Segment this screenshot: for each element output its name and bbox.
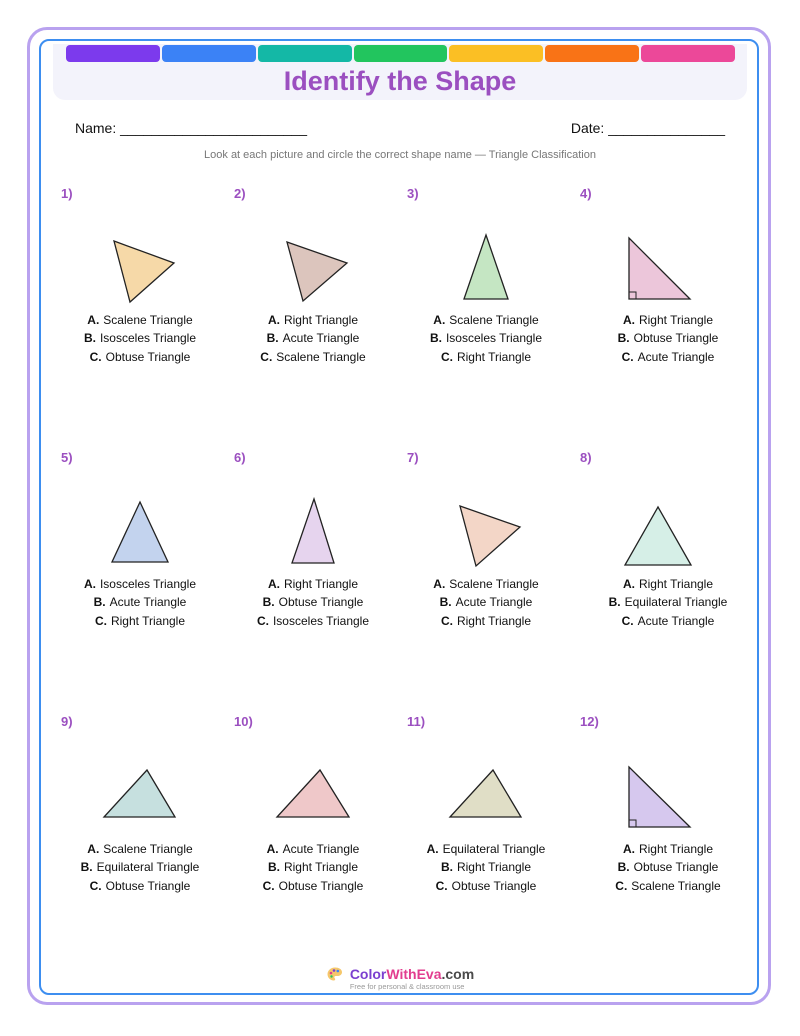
option-c: C. Obtuse Triangle bbox=[262, 878, 364, 893]
triangle-polygon bbox=[277, 770, 349, 817]
answer-options bbox=[400, 575, 572, 630]
option-a: A. Right Triangle bbox=[622, 842, 714, 856]
option-b: B. Acute Triangle bbox=[93, 595, 187, 610]
triangle-polygon bbox=[292, 499, 334, 563]
option-b: B. Equilateral Triangle bbox=[608, 595, 728, 610]
triangle-shape bbox=[446, 762, 526, 842]
option-c: C. Acute Triangle bbox=[621, 613, 715, 628]
question-number: 1) bbox=[61, 186, 73, 201]
triangle-polygon bbox=[104, 770, 175, 817]
color-bar-segment bbox=[449, 45, 543, 62]
option-b: B. Acute Triangle bbox=[266, 331, 360, 346]
triangle-shape bbox=[273, 762, 353, 842]
question-number: 6) bbox=[234, 450, 246, 465]
triangle-shape bbox=[620, 758, 700, 838]
footer-logo bbox=[326, 966, 474, 991]
question-number: 5) bbox=[61, 450, 73, 465]
question-number: 11) bbox=[407, 714, 426, 729]
color-bar-segment bbox=[162, 45, 256, 62]
answer-options bbox=[54, 311, 226, 366]
date-field-label: Date: _______________ bbox=[570, 120, 725, 136]
option-a: A. Right Triangle bbox=[622, 577, 714, 591]
option-a: A. Scalene Triangle bbox=[433, 577, 539, 591]
answer-options bbox=[227, 840, 399, 895]
option-c: C. Right Triangle bbox=[440, 349, 532, 364]
triangle-polygon bbox=[629, 767, 690, 827]
answer-options bbox=[400, 840, 572, 895]
triangle-shape bbox=[618, 498, 698, 578]
name-field-label: Name: ________________________ bbox=[75, 120, 307, 136]
color-bar-segment bbox=[354, 45, 448, 62]
option-b: B. Right Triangle bbox=[267, 860, 359, 875]
option-b: B. Right Triangle bbox=[440, 860, 532, 875]
option-c: C. Isosceles Triangle bbox=[256, 613, 370, 628]
answer-options bbox=[582, 575, 754, 630]
triangle-polygon bbox=[460, 506, 520, 566]
option-c: C. Obtuse Triangle bbox=[89, 349, 191, 364]
option-b: B. Obtuse Triangle bbox=[262, 595, 364, 610]
option-c: C. Scalene Triangle bbox=[260, 349, 366, 364]
option-a: A. Equilateral Triangle bbox=[426, 842, 546, 856]
question-number: 10) bbox=[234, 714, 253, 729]
triangle-shape bbox=[277, 232, 357, 312]
question-number: 4) bbox=[580, 186, 592, 201]
triangle-polygon bbox=[287, 242, 347, 301]
question-number: 3) bbox=[407, 186, 419, 201]
option-b: B. Acute Triangle bbox=[439, 595, 533, 610]
option-b: B. Isosceles Triangle bbox=[83, 331, 197, 346]
triangle-shape bbox=[620, 230, 700, 310]
triangle-shape bbox=[100, 494, 180, 574]
triangle-shape bbox=[273, 494, 353, 574]
option-c: C. Obtuse Triangle bbox=[89, 878, 191, 893]
answer-options bbox=[400, 311, 572, 366]
answer-options bbox=[582, 311, 754, 366]
footer bbox=[0, 966, 800, 991]
option-c: C. Right Triangle bbox=[94, 613, 186, 628]
answer-options bbox=[582, 840, 754, 895]
triangle-polygon bbox=[629, 238, 690, 299]
rainbow-color-bar bbox=[66, 45, 735, 62]
color-bar-segment bbox=[258, 45, 352, 62]
color-bar-segment bbox=[641, 45, 735, 62]
option-a: A. Right Triangle bbox=[267, 577, 359, 591]
option-c: C. Acute Triangle bbox=[621, 349, 715, 364]
option-a: A. Right Triangle bbox=[622, 313, 714, 327]
triangle-polygon bbox=[464, 235, 508, 299]
option-b: B. Obtuse Triangle bbox=[617, 860, 719, 875]
color-bar-segment bbox=[545, 45, 639, 62]
triangle-shape bbox=[446, 228, 526, 308]
option-a: A. Scalene Triangle bbox=[87, 313, 193, 327]
option-c: C. Scalene Triangle bbox=[615, 878, 721, 893]
triangle-polygon bbox=[450, 770, 521, 817]
triangle-shape bbox=[104, 232, 184, 312]
triangle-polygon bbox=[625, 507, 691, 565]
option-a: A. Right Triangle bbox=[267, 313, 359, 327]
triangle-shape bbox=[450, 496, 530, 576]
option-b: B. Obtuse Triangle bbox=[617, 331, 719, 346]
triangle-polygon bbox=[114, 241, 174, 302]
answer-options bbox=[227, 311, 399, 366]
brand-name: ColorWithEva.com bbox=[349, 966, 475, 982]
question-number: 7) bbox=[407, 450, 419, 465]
color-bar-segment bbox=[66, 45, 160, 62]
page-title: Identify the Shape bbox=[283, 66, 517, 96]
option-a: A. Isosceles Triangle bbox=[83, 577, 197, 591]
question-number: 2) bbox=[234, 186, 246, 201]
answer-options bbox=[54, 575, 226, 630]
question-number: 9) bbox=[61, 714, 73, 729]
option-c: C. Obtuse Triangle bbox=[435, 878, 537, 893]
question-number: 8) bbox=[580, 450, 592, 465]
instructions-text: Look at each picture and circle the correct shape name — Triangle Classification bbox=[204, 149, 596, 161]
brand-tagline: Free for personal & classroom use bbox=[349, 982, 465, 991]
answer-options bbox=[227, 575, 399, 630]
question-number: 12) bbox=[580, 714, 599, 729]
option-c: C. Right Triangle bbox=[440, 613, 532, 628]
palette-icon bbox=[326, 966, 344, 984]
option-a: A. Scalene Triangle bbox=[87, 842, 193, 856]
answer-options bbox=[54, 840, 226, 895]
triangle-polygon bbox=[112, 502, 168, 562]
option-b: B. Isosceles Triangle bbox=[429, 331, 543, 346]
option-b: B. Equilateral Triangle bbox=[80, 860, 200, 875]
triangle-shape bbox=[100, 762, 180, 842]
option-a: A. Scalene Triangle bbox=[433, 313, 539, 327]
option-a: A. Acute Triangle bbox=[266, 842, 360, 856]
